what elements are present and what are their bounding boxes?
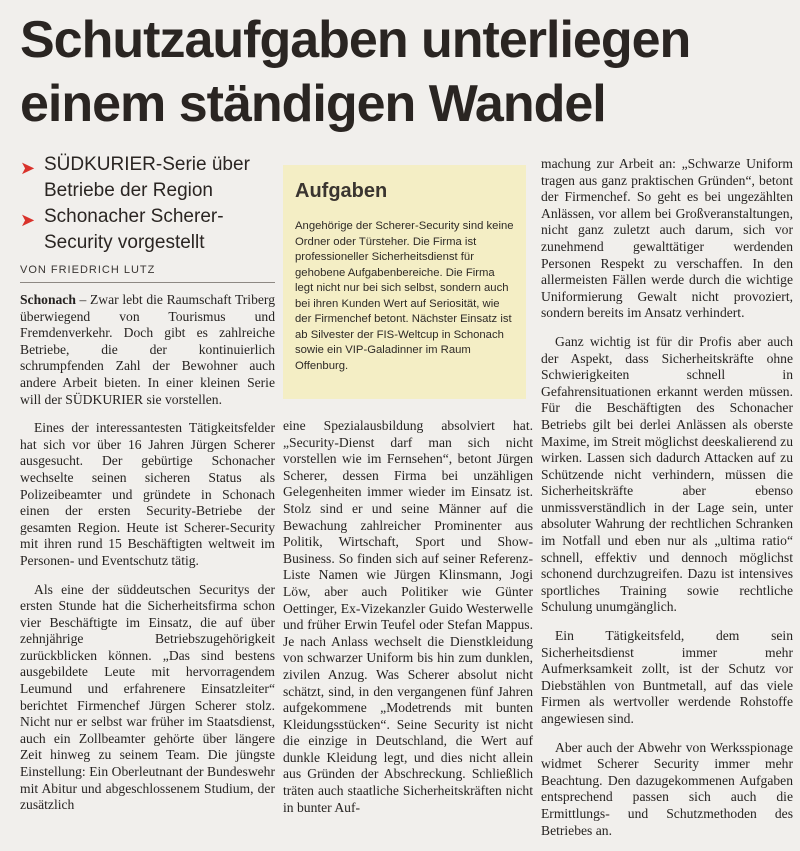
paragraph: eine Spezialausbildung absolviert hat. „Security-Dienst darf man sich nicht vorstellen wie im Fernsehen“, betont Jürgen Scherer, dessen Firma bei unzähligen Gelegenheiten immer wieder im Einsatz ist. Stolz sind er und seine Männer auf die Bewachung zahlreicher Prominenter aus Politik, Wirtschaft, Sport und Show-Business. So finden sich auf seiner Referenz-Liste Namen wie Jürgen Klinsmann, Jogi Löw, aber auch Politiker wie Günter Oettinger, Ex-Vizekanzler Guido Westerwelle und früher Erwin Teufel oder Stefan Mappus. Je nach Anlass wechselt die Dienstkleidung von schwarzer Uniform bis hin zum dunklen, zivilen Anzug. Was Scherer absolut nicht schätzt, sind, in den vergangenen fünf Jahren aufgekommene „Modetrends mit bunten Kleidungsstücken“. Seine Security ist nicht die einzige in Deutschland, die Wert auf dunkle Kleidung legt, und dies nicht allein aus Gründen der Abschreckung. Schließlich träten auch staatliche Sicherheitskräften nicht in bunter Auf- <box>283 418 533 815</box>
lead-text: – Zwar lebt die Raumschaft Triberg überwiegend von Tourismus und Fremdenverkehr. Doch gibt es zahlreiche Betriebe, die der kontinuierlich schrumpfenden Zahl der Bewohner auch andere Arbeit bieten. In einer kleinen Serie will der SÜDKURIER sie vorstellen. <box>20 292 275 407</box>
subhead-item <box>20 204 280 256</box>
info-box-text: Angehörige der Scherer-Security sind keine Ordner oder Türsteher. Die Firma ist professioneller Sicherheitsdienst für gehobene Aufgabenbereiche. Die Firma legt nicht nur bei sich selbst, sondern auch bei ihren Kunden Wert auf Seriosität, wie der Firmenchef betont. Nächster Einsatz ist ab Silvester der FIS-Weltcup in Schonach sowie ein VIP-Galadinner im Raum Offenburg. <box>295 220 514 372</box>
paragraph: Ganz wichtig ist für dir Profis aber auch der Aspekt, dass Sicherheitskräfte ohne Schwierigkeiten schnell in Gefahrensituationen erkannt werden müssen. Für die Beschäftigten des Schonacher Betriebs gilt bei derlei Anlässen als oberste Maxime, im Streit möglichst deeskalierend zu wirken. Lassen sich dadurch Attacken auf zu Schützende nicht verhindern, müssen die Sicherheitskräfte aber ebenso unmissverständlich in der Lage sein, unter absoluter Wahrung der rechtlichen Schranken im Notfall und eben nur als „ultima ratio“ schnell, effektiv und dennoch möglichst schonend durchzugreifen. Dazu ist intensives sportliches Training sowie rechtliche Schulung unumgänglich. <box>541 333 793 615</box>
subhead-text: Schonacher Scherer-Security vorgestellt <box>44 206 224 253</box>
subhead-list <box>20 152 280 256</box>
article-column-2 <box>283 418 533 828</box>
dateline-place: Schonach <box>20 292 76 307</box>
subhead-text: SÜDKURIER-Serie über Betriebe der Region <box>44 154 250 201</box>
article-column-1 <box>20 292 275 826</box>
red-arrow-icon: ➤ <box>20 210 36 230</box>
lead-paragraph <box>20 292 275 408</box>
paragraph: Aber auch der Abwehr von Werksspionage widmet Scherer Security immer mehr Beachtung. Den dazugekommenen Aufgaben entsprechend passen sich auch die Ermittlungs- und Schutzmethoden des Betriebes an. <box>541 739 793 838</box>
red-arrow-icon: ➤ <box>20 158 36 178</box>
byline: VON FRIEDRICH LUTZ <box>20 264 156 276</box>
headline <box>20 8 790 136</box>
info-box <box>283 165 526 399</box>
headline-line-1: Schutzaufgaben unterliegen <box>20 11 691 69</box>
divider <box>20 282 275 283</box>
paragraph: machung zur Arbeit an: „Schwarze Uniform tragen aus ganz praktischen Gründen“, betont der Firmenchef. So geht es bei ungezählten Anlässen, vor allem bei Großveranstaltungen, nicht ganz zuletzt auch darum, sich vor zunehmend gewalttätiger werdenden Personen Respekt zu verschaffen. In den allermeisten Fällen werde durch die wichtige Uniformierung Gewalt nicht provoziert, sondern bereits im Ansatz verhindert. <box>541 156 793 321</box>
paragraph: Eines der interessantesten Tätigkeitsfelder hat sich vor über 16 Jahren Jürgen Scherer ausgesucht. Der gebürtige Schonacher wechselte seinen sicheren Status als Polizeibeamter und gründete in Schonach einen der ersten Security-Betriebe der gesamten Region. Heute ist Scherer-Security mit ihren rund 15 Beschäftigten weltweit im Personen- und Eventschutz tätig. <box>20 420 275 568</box>
info-box-title: Aufgaben <box>295 180 388 202</box>
paragraph: Als eine der süddeutschen Securitys der ersten Stunde hat die Sicherheitsfirma schon vier Beschäftigte im Einsatz, die auf über zehnjährige Betriebszugehörigkeit zurückblicken können. „Das sind bestens ausgebildete Leute mit hervorragendem Leumund und erfahrenere Einsatzleiter“ berichtet Firmenchef Jürgen Scherer stolz. Nicht nur er selbst war früher im Staatsdienst, auch ein Zollbeamter gehörte über längere Zeit hinweg zu seinem Team. Die jüngste Einstellung: Ein Oberleutnant der Bundeswehr mit Abitur und abgeschlossenem Studium, der zusätzlich <box>20 581 275 813</box>
paragraph: Ein Tätigkeitsfeld, dem sein Sicherheitsdienst immer mehr Aufmerksamkeit zollt, ist der Schutz vor Diebstählen von Buntmetall, auf das viele Firmen als wertvoller werdende Rohstoffe angewiesen sind. <box>541 628 793 726</box>
subhead-item <box>20 152 280 204</box>
headline-line-2: einem ständigen Wandel <box>20 75 606 133</box>
article-column-3 <box>541 156 793 851</box>
